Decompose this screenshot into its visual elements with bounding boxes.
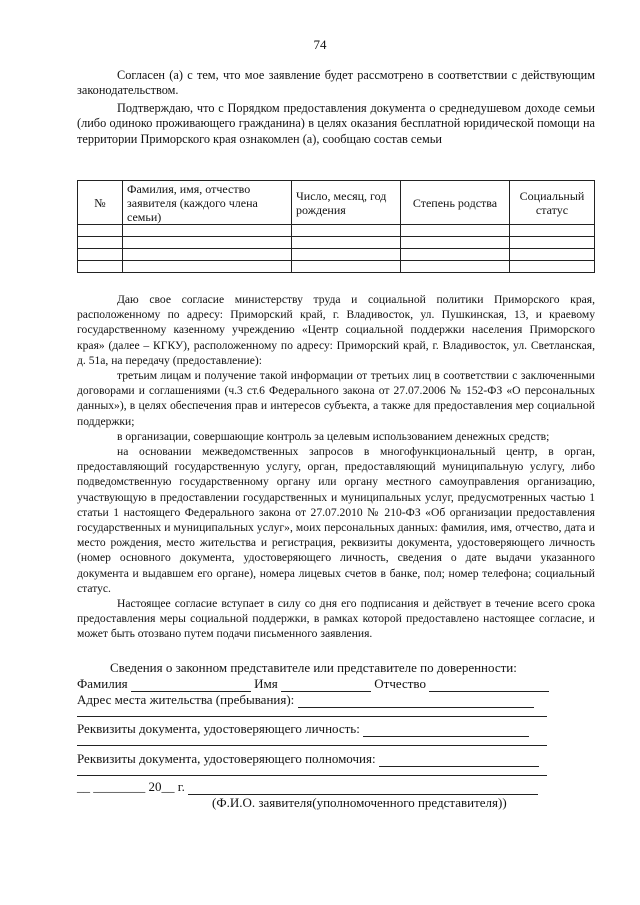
consent-paragraph-5: Настоящее согласие вступает в силу со дня его подписания и действует в течение всего срока предоставления меры социальной поддержки, в рамках которой предоставлено настоящее согласие, и может быть отозвано путем подачи письменного заявления.	[77, 597, 595, 641]
table-cell[interactable]	[292, 261, 401, 273]
consent-paragraph-1: Даю свое согласие министерству труда и социальной политики Приморского края, расположенному по адресу: Приморский край, г. Владивосток, ул. Пушкинская, 13, и краевому государственному казенному учреждению «Центр социальной поддержки населения Приморского края» (далее – КГКУ), расположенному по адресу: Приморский край, г. Владивосток, ул. Светланская, д. 51а, на передачу (предоставление):	[77, 293, 595, 367]
identity-document-label: Реквизиты документа, удостоверяющего личность:	[77, 721, 360, 736]
table-cell[interactable]	[123, 237, 292, 249]
table-row	[78, 225, 595, 237]
address-field-continuation[interactable]	[77, 716, 547, 717]
identity-document-row	[77, 721, 529, 737]
header-number: №	[78, 181, 123, 225]
table-row	[78, 261, 595, 273]
table-cell[interactable]	[401, 225, 510, 237]
authority-document-row	[77, 751, 539, 767]
representative-title: Сведения о законном представителе или представителе по доверенности:	[110, 660, 517, 675]
date-signature-row	[77, 779, 538, 795]
table-row	[78, 237, 595, 249]
table-cell[interactable]	[292, 237, 401, 249]
table-row	[78, 249, 595, 261]
table-cell[interactable]	[292, 225, 401, 237]
surname-label: Фамилия	[77, 676, 128, 691]
table-cell[interactable]	[401, 237, 510, 249]
table-header-row	[78, 181, 595, 225]
table-cell[interactable]	[510, 249, 595, 261]
table-cell[interactable]	[510, 261, 595, 273]
authority-document-label: Реквизиты документа, удостоверяющего полномочия:	[77, 751, 376, 766]
page-number: 74	[313, 37, 327, 52]
patronymic-field[interactable]	[429, 679, 549, 692]
intro-paragraph-1: Согласен (а) с тем, что мое заявление будет рассмотрено в соответствии с действующим законодательством.	[77, 68, 595, 98]
intro-paragraph-2: Подтверждаю, что с Порядком предоставления документа о среднедушевом доходе семьи (либо одиноко проживающего гражданина) в целях оказания бесплатной юридической помощи на территории Приморского края ознакомлен (а), сообщаю состав семьи	[77, 100, 595, 146]
header-social-status: Социальный статус	[510, 181, 595, 225]
date-field[interactable]: __ ________ 20__ г.	[77, 779, 185, 794]
authority-document-field[interactable]	[379, 754, 539, 767]
representative-name-row	[77, 676, 549, 692]
table-cell[interactable]	[78, 225, 123, 237]
authority-document-field-continuation[interactable]	[77, 775, 547, 776]
table-cell[interactable]	[401, 261, 510, 273]
consent-paragraph-4: на основании межведомственных запросов в многофункциональный центр, в орган, предоставляющий государственную услугу, орган, предоставляющий муниципальную услугу, либо подведомственную государственному органу или органу местного самоуправления организацию, участвующую в предоставлении государственных и муниципальных услуг, предусмотренных частью 1 статьи 1 настоящего Федерального закона от 27.07.2010 № 210-ФЗ «Об организации предоставления государственных и муниципальных услуг», моих персональных данных: фамилия, имя, отчество, дата и место рождения, место жительства и регистрация, реквизиты документа, удостоверяющего личность (номер основного документа, удостоверяющего личность, сведения о дате выдачи указанного документа и выдавшем его органе), номера лицевых счетов в банке, пол; номер телефона; социальный статус.	[77, 445, 595, 595]
header-full-name: Фамилия, имя, отчество заявителя (каждого члена семьи)	[123, 181, 292, 225]
table-cell[interactable]	[292, 249, 401, 261]
identity-document-field-continuation[interactable]	[77, 745, 547, 746]
consent-section	[77, 292, 595, 642]
name-field[interactable]	[281, 679, 371, 692]
patronymic-label: Отчество	[374, 676, 426, 691]
table-cell[interactable]	[78, 249, 123, 261]
header-birth-date: Число, месяц, год рождения	[292, 181, 401, 225]
table-cell[interactable]	[510, 225, 595, 237]
table-cell[interactable]	[123, 249, 292, 261]
signature-caption: (Ф.И.О. заявителя(уполномоченного представителя))	[212, 795, 507, 810]
address-row	[77, 692, 534, 708]
consent-paragraph-3: в организации, совершающие контроль за целевым использованием денежных средств;	[117, 429, 550, 443]
table-cell[interactable]	[78, 237, 123, 249]
surname-field[interactable]	[131, 679, 251, 692]
table-cell[interactable]	[401, 249, 510, 261]
consent-paragraph-2: третьим лицам и получение такой информации от третьих лиц в соответствии с заключенными договорами и соглашениями (ч.3 ст.6 Федерального закона от 27.07.2006 № 152-ФЗ «О персональных данных»), в целях обеспечения прав и интересов субъекта, а также для предоставления мер социальной поддержки;	[77, 369, 595, 428]
table-cell[interactable]	[78, 261, 123, 273]
table-cell[interactable]	[510, 237, 595, 249]
address-label: Адрес места жительства (пребывания):	[77, 692, 295, 707]
header-relationship: Степень родства	[401, 181, 510, 225]
intro-section	[77, 68, 595, 147]
signature-field[interactable]	[188, 782, 538, 795]
table-cell[interactable]	[123, 225, 292, 237]
table-cell[interactable]	[123, 261, 292, 273]
family-composition-table	[77, 180, 595, 273]
address-field[interactable]	[298, 695, 534, 708]
name-label: Имя	[254, 676, 278, 691]
identity-document-field[interactable]	[363, 724, 529, 737]
